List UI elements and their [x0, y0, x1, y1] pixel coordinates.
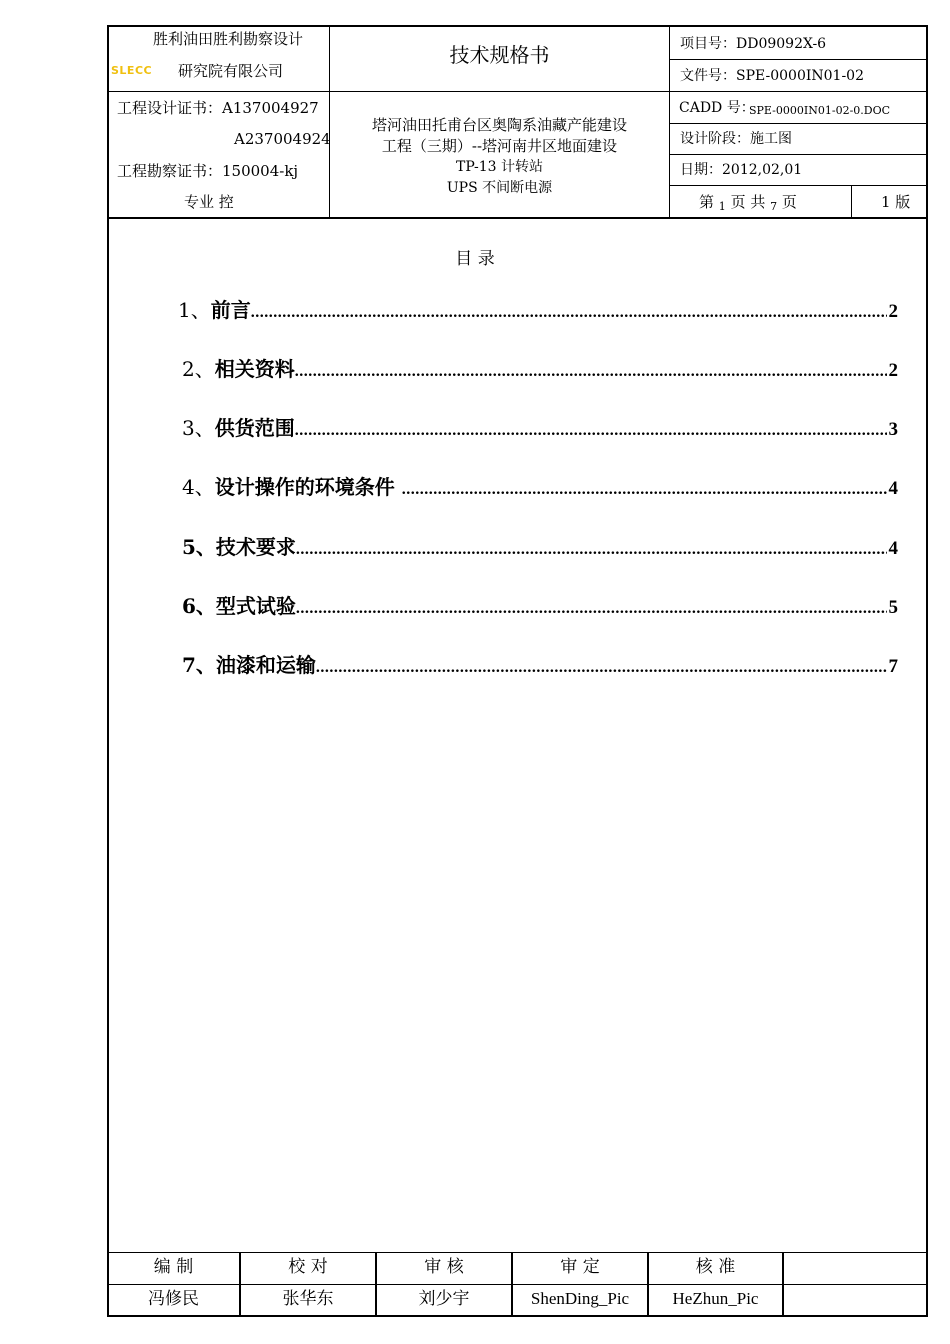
toc-item-text: 型式试验: [215, 594, 296, 618]
header-divider-3: [851, 186, 852, 217]
header-hline-left: [107, 91, 329, 92]
toc-item-number: 5、: [182, 535, 216, 559]
header-bottom-line: [107, 217, 928, 219]
toc-title: 目 录: [455, 249, 495, 269]
footer-name-compile: 冯修民: [148, 1289, 199, 1309]
footer-name-proofread: 张华东: [282, 1289, 334, 1309]
company-line-1: 胜利油田胜利勘察设计: [153, 30, 304, 48]
survey-certificate: 工程勘察证书：150004-kj: [117, 162, 299, 180]
footer-name-ratify: HeZhun_Pic: [672, 1289, 759, 1308]
footer-mid-line: [107, 1284, 928, 1285]
header-hline-mid: [329, 91, 669, 92]
header-hline-r1: [669, 59, 928, 60]
footer-role-proofread: 校 对: [288, 1257, 328, 1277]
doc-type-title: 技术规格书: [449, 43, 550, 67]
toc-leader-dots: [251, 304, 887, 322]
footer-divider-5: [782, 1252, 784, 1316]
cadd-number: SPE-0000IN01-02-0.DOC: [749, 104, 891, 117]
project-title-line-2: 工程（三期）--塔河南井区地面建设: [381, 137, 618, 155]
page-di: 第: [699, 193, 715, 211]
header-hline-r5: [669, 185, 928, 186]
toc-item[interactable]: [182, 412, 898, 441]
toc-leader-dots: [296, 541, 887, 559]
toc-item-number: 6、: [182, 594, 216, 618]
toc-item-text: 设计操作的环境条件: [214, 475, 402, 499]
toc-leader-dots: [316, 659, 887, 677]
page-current: 1: [718, 200, 726, 213]
project-title-line-1: 塔河油田托甫台区奥陶系油藏产能建设: [371, 116, 627, 134]
footer-name-review: 刘少宇: [418, 1289, 470, 1309]
file-number: 文件号：SPE-0000IN01-02: [680, 68, 864, 84]
toc-item-text: 技术要求: [215, 535, 296, 559]
page-ye-gong: 页 共: [730, 193, 766, 211]
header-divider-2: [669, 26, 670, 217]
toc-item-page: 4: [888, 478, 898, 499]
footer-name-approve: ShenDing_Pic: [530, 1289, 630, 1308]
toc-item[interactable]: [182, 590, 898, 619]
project-title-line-4: UPS 不间断电源: [446, 180, 553, 196]
toc-item[interactable]: [182, 649, 898, 678]
toc-item-text: 前言: [210, 298, 251, 322]
header-hline-r3: [669, 123, 928, 124]
footer-role-approve: 审 定: [560, 1257, 600, 1277]
toc-item-number: 3、: [182, 416, 215, 440]
issue-date: 日期：2012,02,01: [680, 162, 803, 178]
toc-leader-dots: [295, 363, 887, 381]
design-certificate-2: A237004924: [234, 130, 331, 148]
toc-item[interactable]: [178, 294, 898, 323]
company-logo: SLECC: [111, 64, 153, 77]
toc-item-page: 2: [888, 360, 898, 381]
header-hline-r2: [669, 91, 928, 92]
version: 1 版: [881, 193, 911, 211]
header-hline-r4: [669, 154, 928, 155]
toc-item-page: 7: [888, 656, 898, 677]
page-total: 7: [770, 200, 778, 213]
toc-item-number: 1、: [178, 298, 211, 322]
footer-top-line: [107, 1252, 928, 1253]
footer-role-review: 审 核: [424, 1257, 464, 1277]
footer-role-ratify: 核 准: [695, 1257, 736, 1277]
project-number: 项目号：DD09092X-6: [680, 36, 827, 52]
cadd-label: CADD 号：: [679, 100, 755, 116]
toc-item-page: 4: [888, 538, 898, 559]
toc-leader-dots: [402, 481, 887, 499]
toc-item-number: 2、: [182, 357, 215, 381]
toc-item-text: 供货范围: [214, 416, 295, 440]
toc-leader-dots: [296, 600, 887, 618]
toc-item[interactable]: [182, 353, 898, 382]
design-certificate: 工程设计证书：A137004927: [117, 99, 319, 117]
toc-item[interactable]: [182, 471, 898, 500]
page-info: [699, 193, 797, 213]
toc-item-text: 相关资料: [214, 357, 295, 381]
page-ye: 页: [781, 193, 797, 211]
toc-item-page: 2: [888, 301, 898, 322]
design-stage: 设计阶段：施工图: [680, 131, 792, 147]
project-title-line-3: TP-13 计转站: [456, 159, 543, 175]
toc-item-text: 油漆和运输: [215, 653, 316, 677]
discipline: 专业 控: [184, 193, 234, 211]
toc-item-number: 4、: [182, 475, 215, 499]
footer-role-compile: 编 制: [153, 1257, 194, 1277]
company-line-2: 研究院有限公司: [178, 62, 284, 80]
toc-item-page: 3: [888, 419, 898, 440]
toc-item-number: 7、: [182, 653, 216, 677]
toc-item-page: 5: [888, 597, 898, 618]
toc-item[interactable]: [182, 531, 898, 560]
toc-leader-dots: [295, 422, 887, 440]
